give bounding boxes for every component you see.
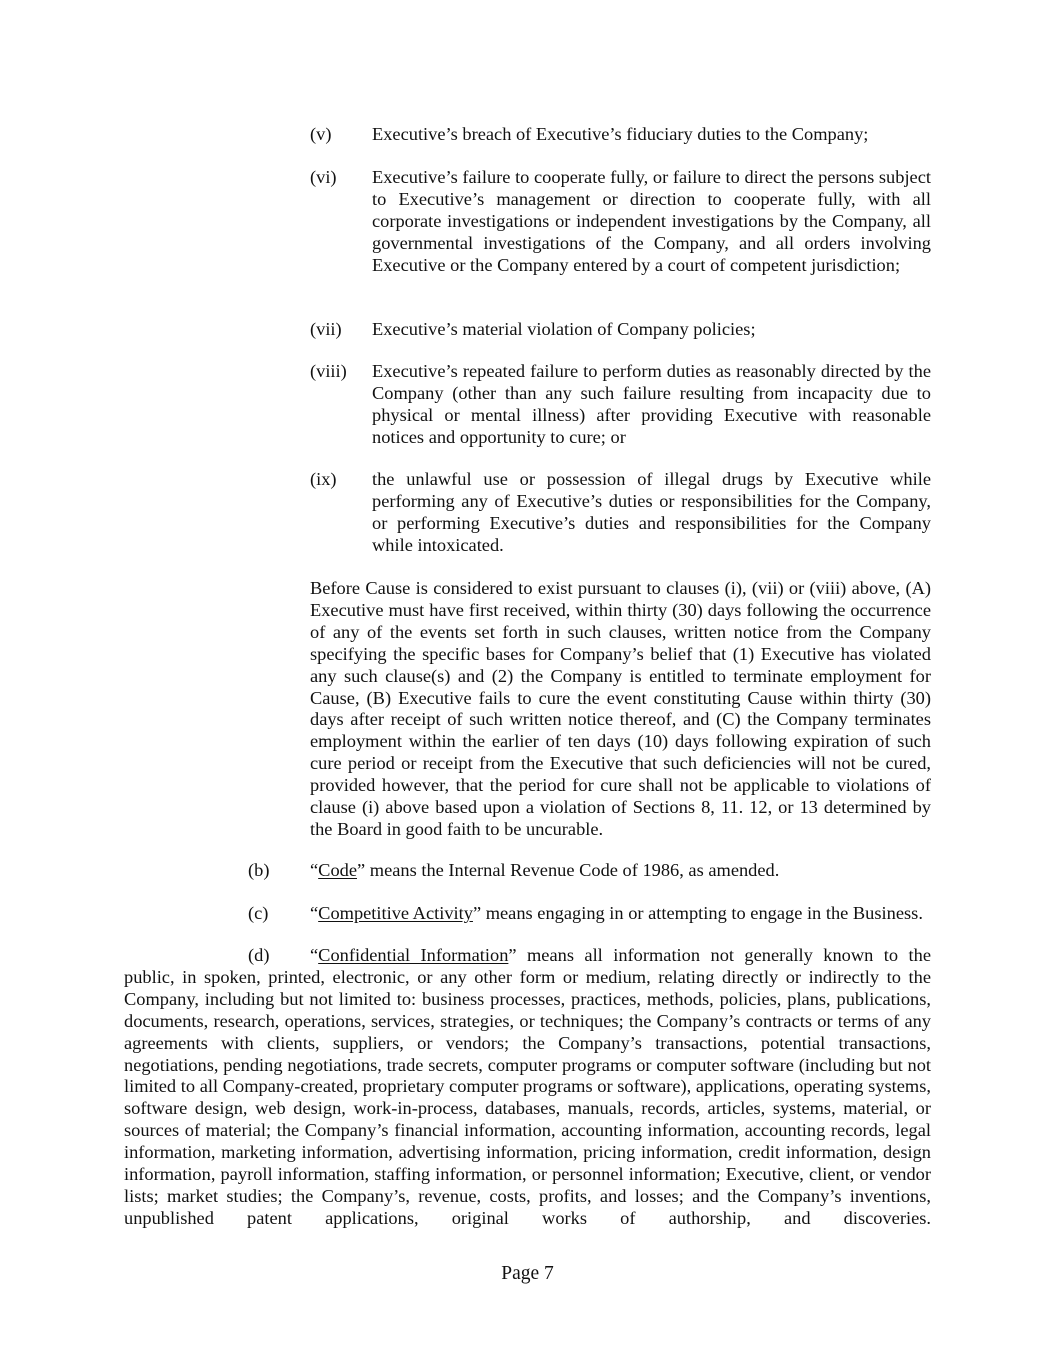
definition-text xyxy=(310,860,931,882)
clause-text: Executive’s material violation of Company policies; xyxy=(372,319,756,339)
clause-vii xyxy=(310,319,931,341)
defined-term: Confidential Information xyxy=(318,945,509,965)
definition-body: ” means all information not generally known to the public, in spoken, printed, electronic, or any other form or medium, relating directly or indirectly to the Company, including but not limited to: business processes, practices, methods, policies, plans, publications, documents, research, operations, services, strategies, or techniques; the Company’s contracts or terms of any agreements with clients, suppliers, or vendors; the Company’s transactions, potential transactions, negotiations, pending negotiations, trade secrets, computer programs or computer software (including but not limited to all Company-created, proprietary computer programs or software), applications, operating systems, software design, web design, work-in-process, databases, manuals, records, articles, systems, material, or sources of material; the Company’s financial information, accounting information, accounting records, legal information, marketing information, advertising information, pricing information, credit information, design information, payroll information, staffing information, or personnel information; Executive, client, or vendor lists; market studies; the Company’s, revenue, costs, profits, and losses; and the Company’s inventions, unpublished patent applications, original works of authorship, and discoveries. xyxy=(124,945,931,1228)
clause-vi xyxy=(310,167,931,277)
open-quote: “ xyxy=(310,860,319,880)
definition-number: (c) xyxy=(248,903,269,923)
clause-v xyxy=(310,124,931,146)
definition-number: (d) xyxy=(248,945,270,965)
clause-text: Executive’s repeated failure to perform duties as reasonably directed by the Company (other than any such failure resulting from incapacity due to physical or mental illness) after providing Executive with reasonable notices and opportunity to cure; or xyxy=(372,361,931,447)
clause-ix xyxy=(310,469,931,557)
clause-viii xyxy=(310,361,931,449)
definition-number: (b) xyxy=(248,860,270,880)
definition-competitive-activity xyxy=(248,903,931,925)
definition-confidential-information xyxy=(124,945,931,1230)
clause-number: (ix) xyxy=(310,469,337,489)
cause-paragraph: Before Cause is considered to exist pursuant to clauses (i), (vii) or (viii) above, (A) Executive must have first received, within thirty (30) days following the occurrence of any of the events set forth in such clauses, written notice from the Company specifying the specific bases for Company’s belief that (1) Executive has violated any such clause(s) and (2) the Company is entitled to terminate employment for Cause, (B) Executive fails to cure the event constituting Cause within thirty (30) days after receipt of such written notice thereof, and (C) the Company terminates employment within the earlier of ten days (10) days following expiration of such cure period or receipt from the Executive that such deficiencies will not be cured, provided however, that the period for cure shall not be applicable to violations of clause (i) above based upon a violation of Sections 8, 11. 12, or 13 determined by the Board in good faith to be uncurable. xyxy=(310,578,931,839)
defined-term: Competitive Activity xyxy=(318,903,473,923)
definition-text xyxy=(310,903,931,925)
clause-number: (v) xyxy=(310,124,332,144)
defined-term: Code xyxy=(318,860,357,880)
open-quote: “ xyxy=(310,903,319,923)
open-quote: “ xyxy=(310,945,319,965)
clause-text: Executive’s breach of Executive’s fiduciary duties to the Company; xyxy=(372,124,869,144)
clause-text: Executive’s failure to cooperate fully, or failure to direct the persons subject to Executive’s management or direction to cooperate fully, with all corporate investigations or independent investigations by the Company, all governmental investigations of the Company, and all orders involving Executive or the Company entered by a court of competent jurisdiction; xyxy=(372,167,931,275)
clause-number: (vi) xyxy=(310,167,337,187)
clause-number: (vii) xyxy=(310,319,342,339)
definition-code xyxy=(248,860,931,882)
page-number: Page 7 xyxy=(501,1263,554,1284)
definition-body: ” means engaging in or attempting to engage in the Business. xyxy=(472,903,923,923)
clause-text: the unlawful use or possession of illegal drugs by Executive while performing any of Executive’s duties or responsibilities for the Company, or performing Executive’s duties and responsibilities for the Company while intoxicated. xyxy=(372,469,931,555)
definition-body: ” means the Internal Revenue Code of 1986, as amended. xyxy=(357,860,780,880)
clause-number: (viii) xyxy=(310,361,347,381)
